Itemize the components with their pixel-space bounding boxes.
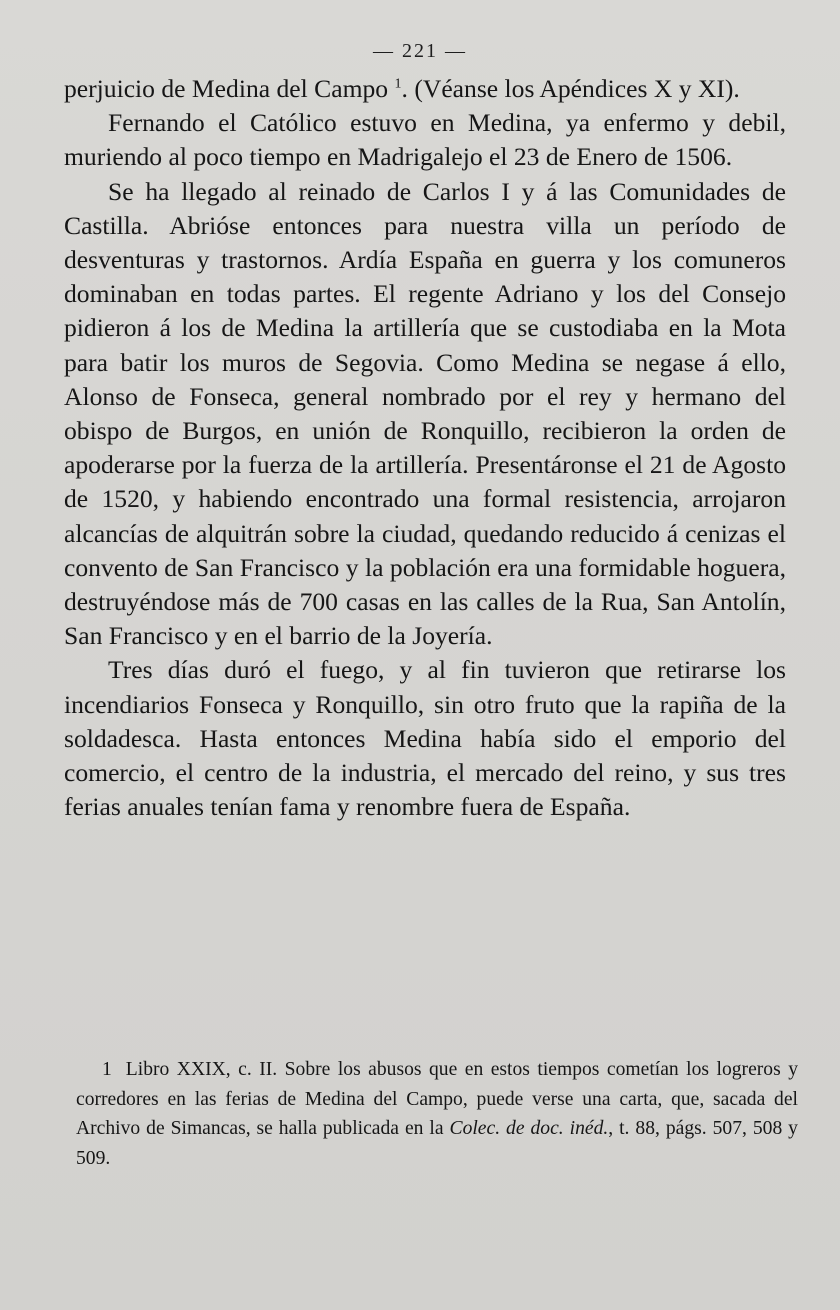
body-text <box>64 72 786 824</box>
paragraph-fernando: Fernando el Católico estuvo en Medina, ya enfermo y debil, muriendo al poco tiempo en Madrigalejo el 23 de Enero de 1506. <box>64 108 786 172</box>
paragraph-fuego: Tres días duró el fuego, y al fin tuvieron que retirarse los incendiarios Fonseca y Ronquillo, sin otro fruto que la rapiña de la soldadesca. Hasta entonces Medina había sido el emporio del comercio, el centro de la industria, el mercado del reino, y sus tres ferias anuales tenían fama y renombre fuera de España. <box>64 655 786 822</box>
paragraph-text: . (Véanse los Apéndices X y XI). <box>401 74 740 103</box>
footnote-number: 1 <box>102 1059 112 1080</box>
footnote-text-start: Libro XXIX, c. II. Sobre los abusos que en estos tiempos cometían los logreros y corredores en las ferias de Medina del Campo, puede verse una carta, que, sacada del Archivo de Simancas, se halla publicada en la <box>76 1059 798 1139</box>
footnote-text-end: , t. 88, págs. 507, 508 y 509. <box>76 1118 798 1169</box>
footnote <box>76 1055 798 1173</box>
footnote-text <box>76 1055 798 1173</box>
footnote-citation: Colec. de doc. inéd. <box>449 1118 609 1139</box>
page-number: — 221 — <box>373 40 467 62</box>
paragraph-comunidades: Se ha llegado al reinado de Carlos I y á las Comunidades de Castilla. Abrióse entonces para nuestra villa un período de desventuras y trastornos. Ardía España en guerra y los comuneros dominaban en todas partes. El regente Adriano y los del Consejo pidieron á los de Medina la artillería que se custodiaba en la Mota para batir los muros de Segovia. Como Medina se negase á ello, Alonso de Fonseca, general nombrado por el rey y hermano del obispo de Burgos, en unión de Ronquillo, recibieron la orden de apoderarse por la fuerza de la artillería. Presentáronse el 21 de Agosto de 1520, y habiendo encontrado una formal resistencia, arrojaron alcancías de alquitrán sobre la ciudad, quedando reducido á cenizas el convento de San Francisco y la población era una formidable hoguera, destruyéndose más de 700 casas en las calles de la Rua, San Antolín, San Francisco y en el barrio de la Joyería. <box>64 176 786 651</box>
paragraph-text: perjuicio de Medina del Campo <box>64 74 389 103</box>
paragraph-continuation <box>64 72 786 106</box>
footnote-reference: 1 <box>394 76 402 92</box>
